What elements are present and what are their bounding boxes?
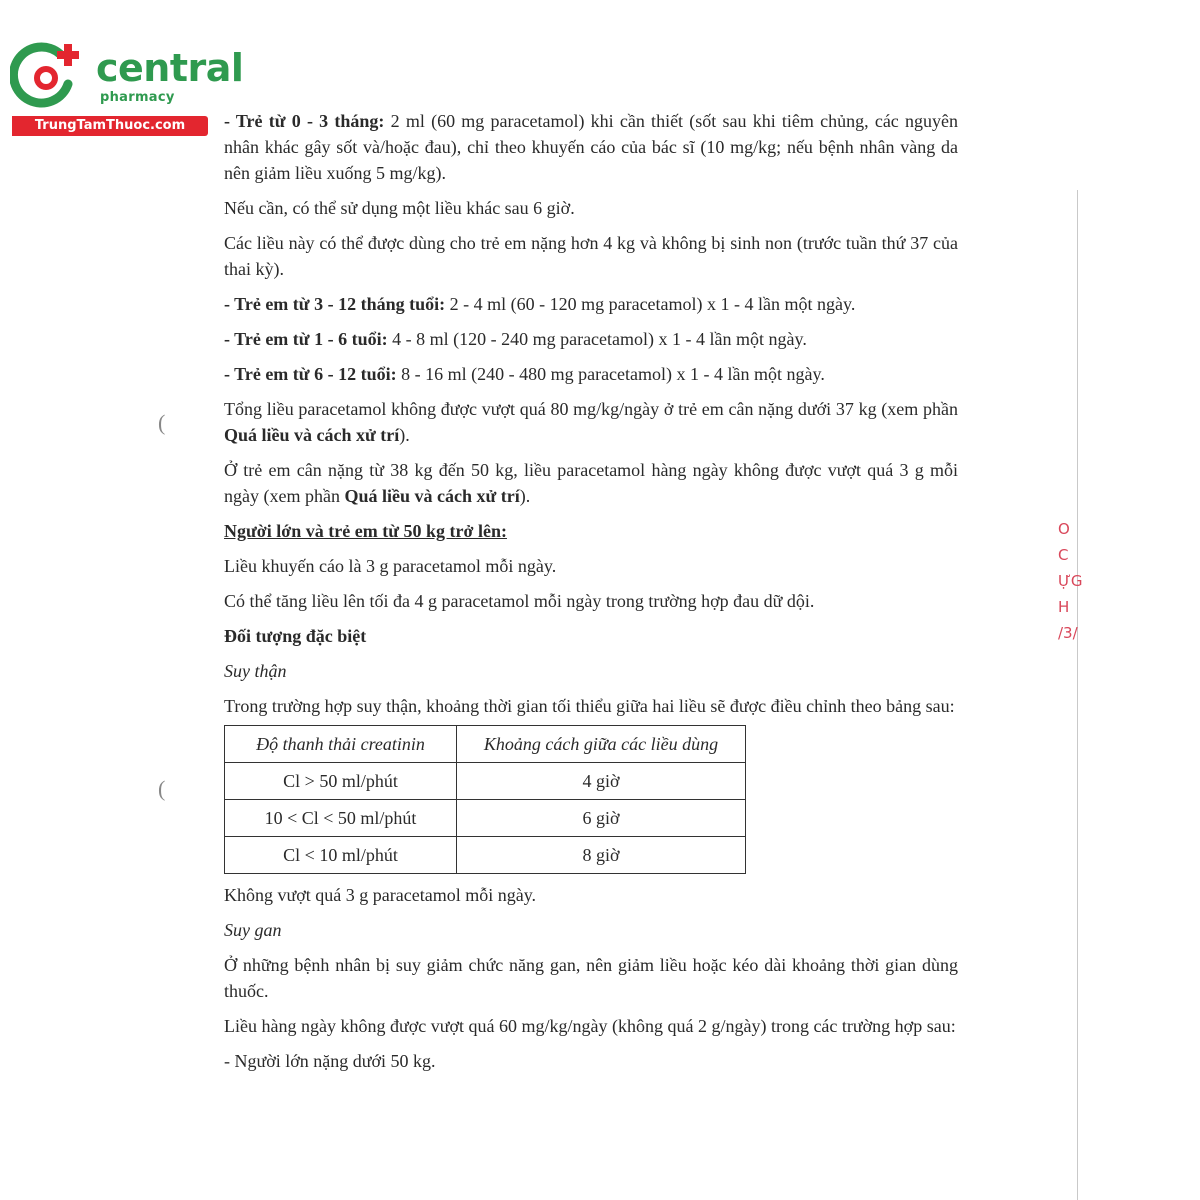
text-run: Ở trẻ em cân nặng từ 38 kg đến 50 kg, liều paracetamol hàng ngày không được vượt quá 3 g mỗi ngày (xem phần <box>224 460 958 506</box>
subheading-renal: Suy thận <box>224 661 287 681</box>
dose-text: 8 - 16 ml (240 - 480 mg paracetamol) x 1 - 4 lần một ngày. <box>396 364 825 384</box>
page-edge-line <box>1077 190 1078 1200</box>
dose-label: - Trẻ từ 0 - 3 tháng: <box>224 111 385 131</box>
stamp-text: Ο <box>1058 520 1070 538</box>
stamp-text: /3/ <box>1058 624 1078 642</box>
red-stamp-fragment <box>1058 520 1088 690</box>
section-heading-special: Đối tượng đặc biệt <box>224 626 367 646</box>
table-cell: 10 < Cl < 50 ml/phút <box>225 800 457 837</box>
table-header-row <box>225 726 746 763</box>
logo-url-banner: TrungTamThuoc.com <box>12 116 208 136</box>
table-row <box>225 763 746 800</box>
max-dose-under-37kg <box>224 396 958 448</box>
paragraph: Nếu cần, có thể sử dụng một liều khác sau 6 giờ. <box>224 198 575 218</box>
stamp-text: ỰG <box>1058 572 1083 590</box>
central-pharmacy-logo[interactable] <box>10 38 244 138</box>
overdose-reference: Quá liều và cách xử trí <box>344 486 520 506</box>
table-cell: 8 giờ <box>457 837 746 874</box>
paragraph: Liều khuyến cáo là 3 g paracetamol mỗi ngày. <box>224 556 557 576</box>
stamp-text: C <box>1058 546 1069 564</box>
scan-mark-paren: ( <box>158 410 166 435</box>
paragraph: Các liều này có thể được dùng cho trẻ em nặng hơn 4 kg và không bị sinh non (trước tuần thứ 37 của thai kỳ). <box>224 233 958 279</box>
stamp-text: H <box>1058 598 1070 616</box>
table-row <box>225 800 746 837</box>
document-page <box>224 108 958 1083</box>
text-run: Tổng liều paracetamol không được vượt quá 80 mg/kg/ngày ở trẻ em cân nặng dưới 37 kg (xem phần <box>224 399 958 419</box>
logo-brand-sub: pharmacy <box>100 90 175 105</box>
subheading-hepatic: Suy gan <box>224 920 282 940</box>
section-heading-adults: Người lớn và trẻ em từ 50 kg trở lên: <box>224 521 507 541</box>
text-run: ). <box>399 425 410 445</box>
dose-text: 2 - 4 ml (60 - 120 mg paracetamol) x 1 - 4 lần một ngày. <box>445 294 856 314</box>
table-header-cell: Khoảng cách giữa các liều dùng <box>457 726 746 763</box>
dose-text: 2 ml (60 mg paracetamol) khi cần thiết (sốt sau khi tiêm chủng, các nguyên nhân khác gây sốt và/hoặc đau), chỉ theo khuyến cáo của bác sĩ (10 mg/kg; nếu bệnh nhân vàng da nên giảm liều xuống 5 mg/kg). <box>224 111 958 183</box>
overdose-reference: Quá liều và cách xử trí <box>224 425 400 445</box>
paragraph: Không vượt quá 3 g paracetamol mỗi ngày. <box>224 885 537 905</box>
paragraph: Ở những bệnh nhân bị suy giảm chức năng gan, nên giảm liều hoặc kéo dài khoảng thời gian dùng thuốc. <box>224 955 958 1001</box>
dose-3-12-months <box>224 291 958 317</box>
table-cell: 6 giờ <box>457 800 746 837</box>
max-dose-38-50kg <box>224 457 958 509</box>
table-cell: Cl < 10 ml/phút <box>225 837 457 874</box>
dose-0-3-months <box>224 108 958 186</box>
dose-label: - Trẻ em từ 3 - 12 tháng tuổi: <box>224 294 446 314</box>
text-run: ). <box>519 486 531 506</box>
table-cell: Cl > 50 ml/phút <box>225 763 457 800</box>
dose-label: - Trẻ em từ 6 - 12 tuổi: <box>224 364 397 384</box>
pharmacy-cross-icon <box>10 38 90 114</box>
dose-label: - Trẻ em từ 1 - 6 tuổi: <box>224 329 388 349</box>
renal-dosing-table <box>224 725 746 874</box>
logo-brand-name: central <box>96 46 244 90</box>
dose-text: 4 - 8 ml (120 - 240 mg paracetamol) x 1 - 4 lần một ngày. <box>387 329 807 349</box>
paragraph: Có thể tăng liều lên tối đa 4 g paracetamol mỗi ngày trong trường hợp đau dữ dội. <box>224 591 815 611</box>
paragraph: Liều hàng ngày không được vượt quá 60 mg/kg/ngày (không quá 2 g/ngày) trong các trường hợp sau: <box>224 1016 956 1036</box>
dose-1-6-years <box>224 326 958 352</box>
scan-mark-paren: ( <box>158 776 166 801</box>
table-cell: 4 giờ <box>457 763 746 800</box>
table-row <box>225 837 746 874</box>
paragraph: - Người lớn nặng dưới 50 kg. <box>224 1051 436 1071</box>
table-header-cell: Độ thanh thải creatinin <box>225 726 457 763</box>
paragraph: Trong trường hợp suy thận, khoảng thời gian tối thiểu giữa hai liều sẽ được điều chỉnh theo bảng sau: <box>224 696 955 716</box>
dose-6-12-years <box>224 361 958 387</box>
